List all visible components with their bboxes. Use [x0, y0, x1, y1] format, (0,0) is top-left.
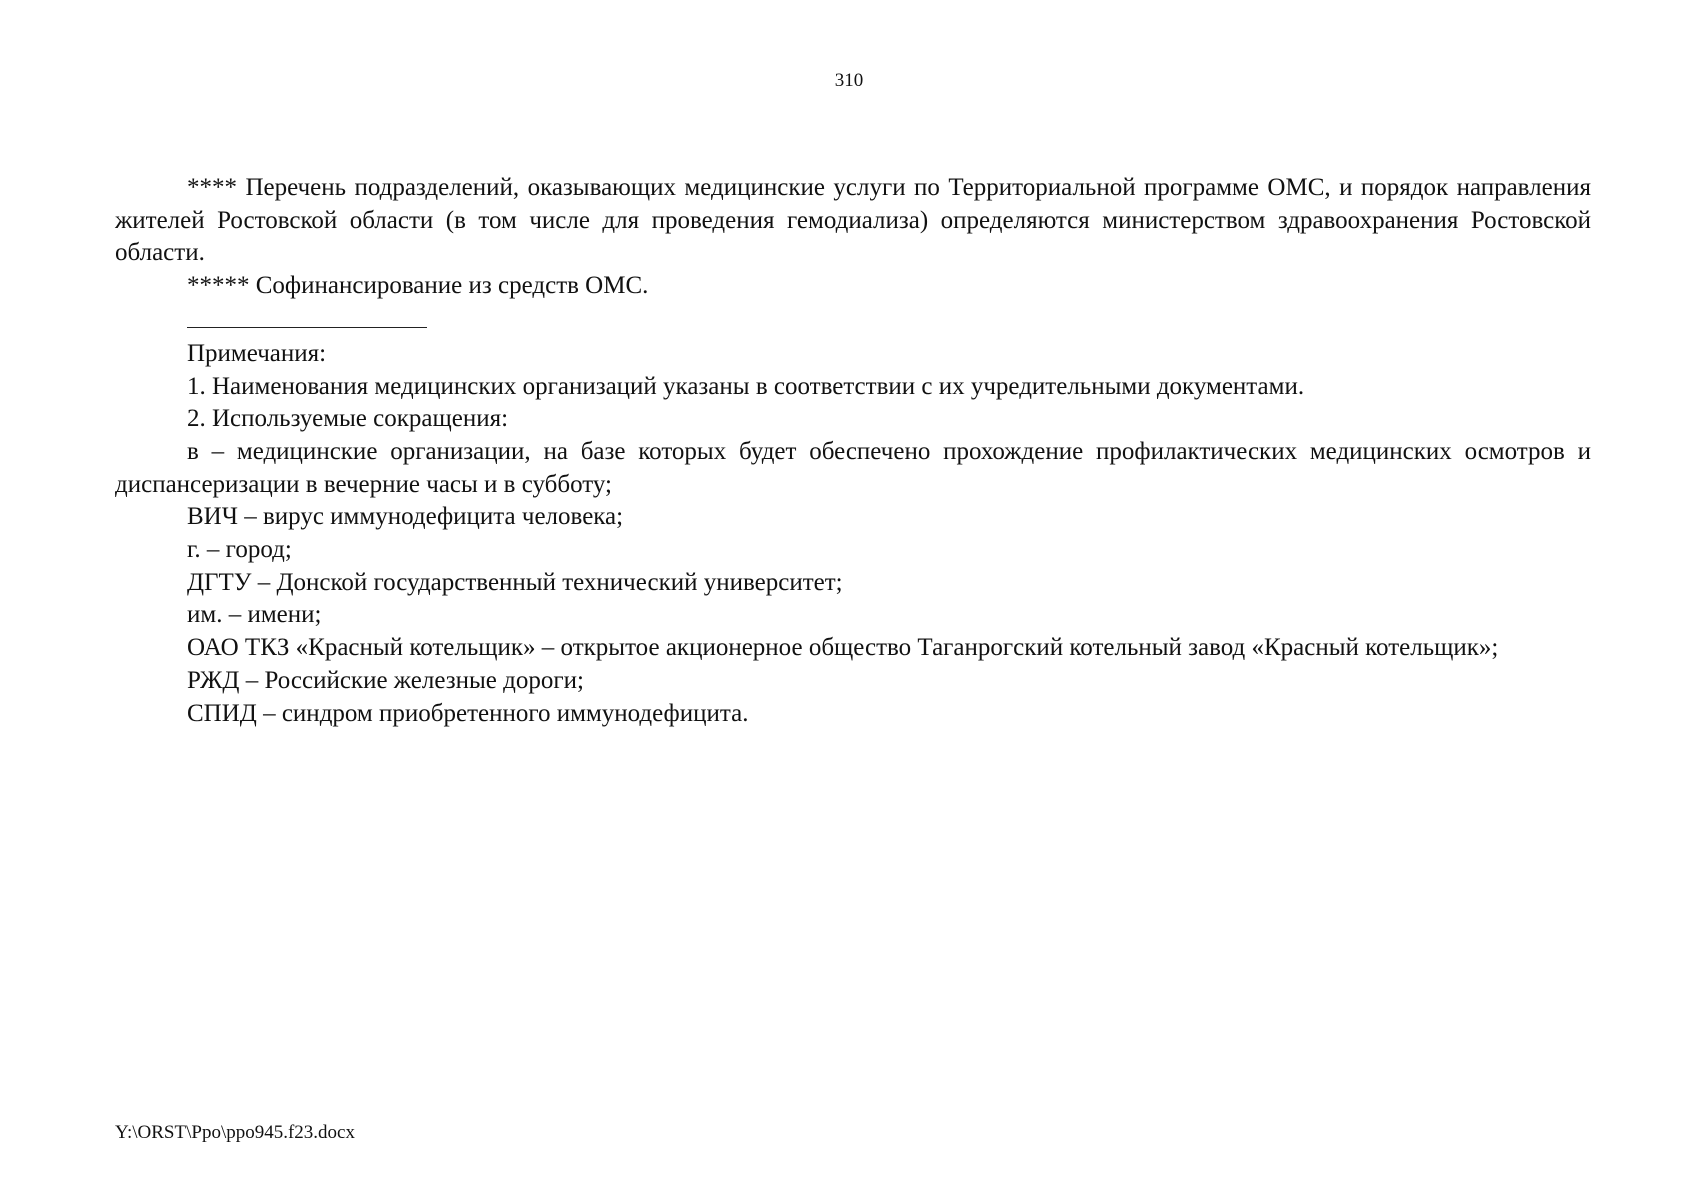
notes-heading: Примечания: [187, 339, 327, 367]
separator-line [187, 327, 427, 328]
abbreviation-vich: ВИЧ – вирус иммунодефицита человека; [187, 503, 624, 531]
footer-file-path: Y:\ORST\Ppo\ppo945.f23.docx [115, 1122, 355, 1143]
note-item-1: 1. Наименования медицинских организаций указаны в соответствии с их учредительными документами. [187, 372, 1305, 400]
abbreviation-v: в – медицинские организации, на базе которых будет обеспечено прохождение профилактических медицинских осмотров и диспансеризации в вечерние часы и в субботу; [115, 437, 1591, 498]
abbreviation-im: им. – имени; [187, 601, 322, 629]
abbreviation-dgtu: ДГТУ – Донской государственный технический университет; [187, 568, 843, 596]
document-body [115, 172, 1591, 730]
page-number: 310 [834, 70, 864, 91]
note-item-2: 2. Используемые сокращения: [187, 405, 509, 433]
abbreviation-rzhd: РЖД – Российские железные дороги; [187, 666, 584, 694]
abbreviation-spid: СПИД – синдром приобретенного иммунодефицита. [187, 699, 749, 727]
footnote-5: ***** Софинансирование из средств ОМС. [187, 272, 649, 300]
abbreviation-oao-tkz: ОАО ТКЗ «Красный котельщик» – открытое акционерное общество Таганрогский котельный завод «Красный котельщик»; [187, 634, 1499, 662]
abbreviation-g: г. – город; [187, 536, 292, 564]
footnote-4: **** Перечень подразделений, оказывающих медицинские услуги по Территориальной программе ОМС, и порядок направления жителей Ростовской области (в том числе для проведения гемодиализа) определяются министерством здравоохранения Ростовской области. [115, 174, 1591, 267]
